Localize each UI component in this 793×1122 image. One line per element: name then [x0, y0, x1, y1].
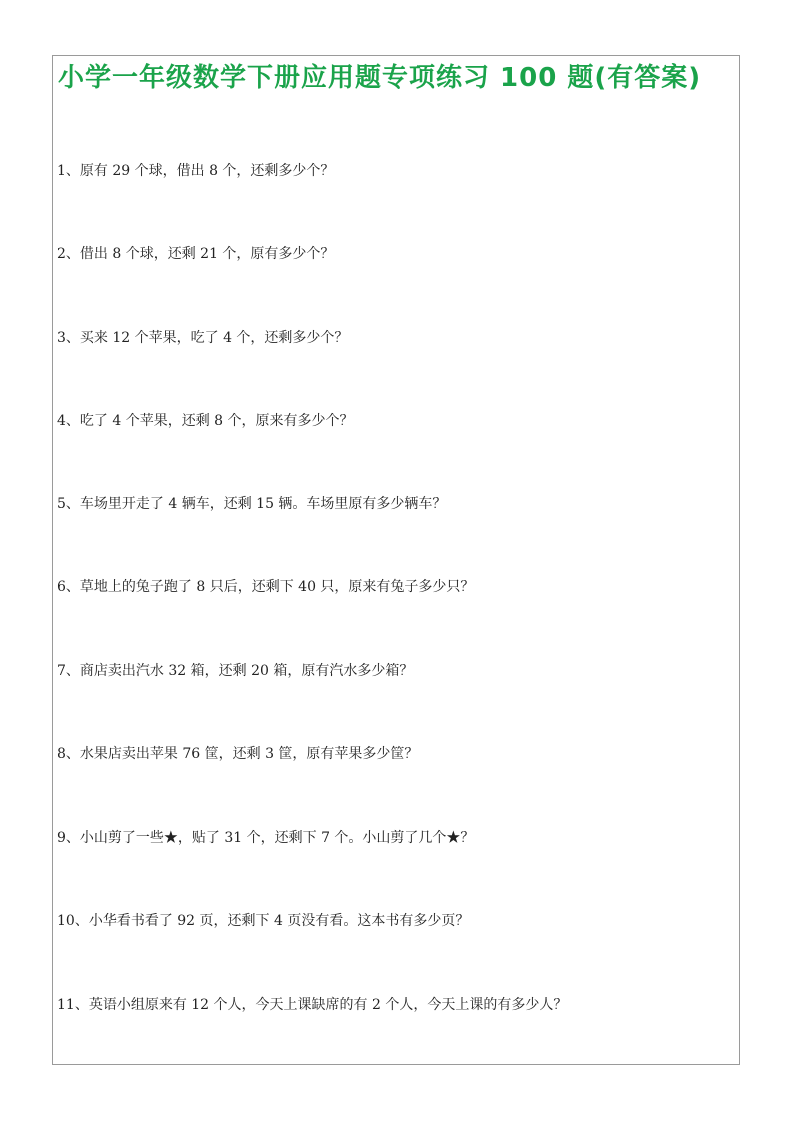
- question-5: 5、车场里开走了 4 辆车，还剩 15 辆。车场里原有多少辆车？: [57, 496, 447, 512]
- question-1: 1、原有 29 个球，借出 8 个，还剩多少个？: [57, 163, 335, 179]
- question-2: 2、借出 8 个球，还剩 21 个，原有多少个？: [57, 246, 335, 262]
- question-10: 10、小华看书看了 92 页，还剩下 4 页没有看。这本书有多少页？: [57, 913, 470, 929]
- question-9: 9、小山剪了一些★，贴了 31 个，还剩下 7 个。小山剪了几个★？: [57, 830, 475, 846]
- question-8: 8、水果店卖出苹果 76 筐，还剩 3 筐，原有苹果多少筐？: [57, 746, 419, 762]
- question-7: 7、商店卖出汽水 32 箱，还剩 20 箱，原有汽水多少箱？: [57, 663, 414, 679]
- question-4: 4、吃了 4 个苹果，还剩 8 个，原来有多少个？: [57, 413, 354, 429]
- page-title: 小学一年级数学下册应用题专项练习 100 题(有答案): [58, 63, 702, 93]
- question-6: 6、草地上的兔子跑了 8 只后，还剩下 40 只，原来有兔子多少只？: [57, 579, 475, 595]
- question-3: 3、买来 12 个苹果，吃了 4 个，还剩多少个？: [57, 330, 349, 346]
- question-11: 11、英语小组原来有 12 个人，今天上课缺席的有 2 个人，今天上课的有多少人？: [57, 997, 568, 1013]
